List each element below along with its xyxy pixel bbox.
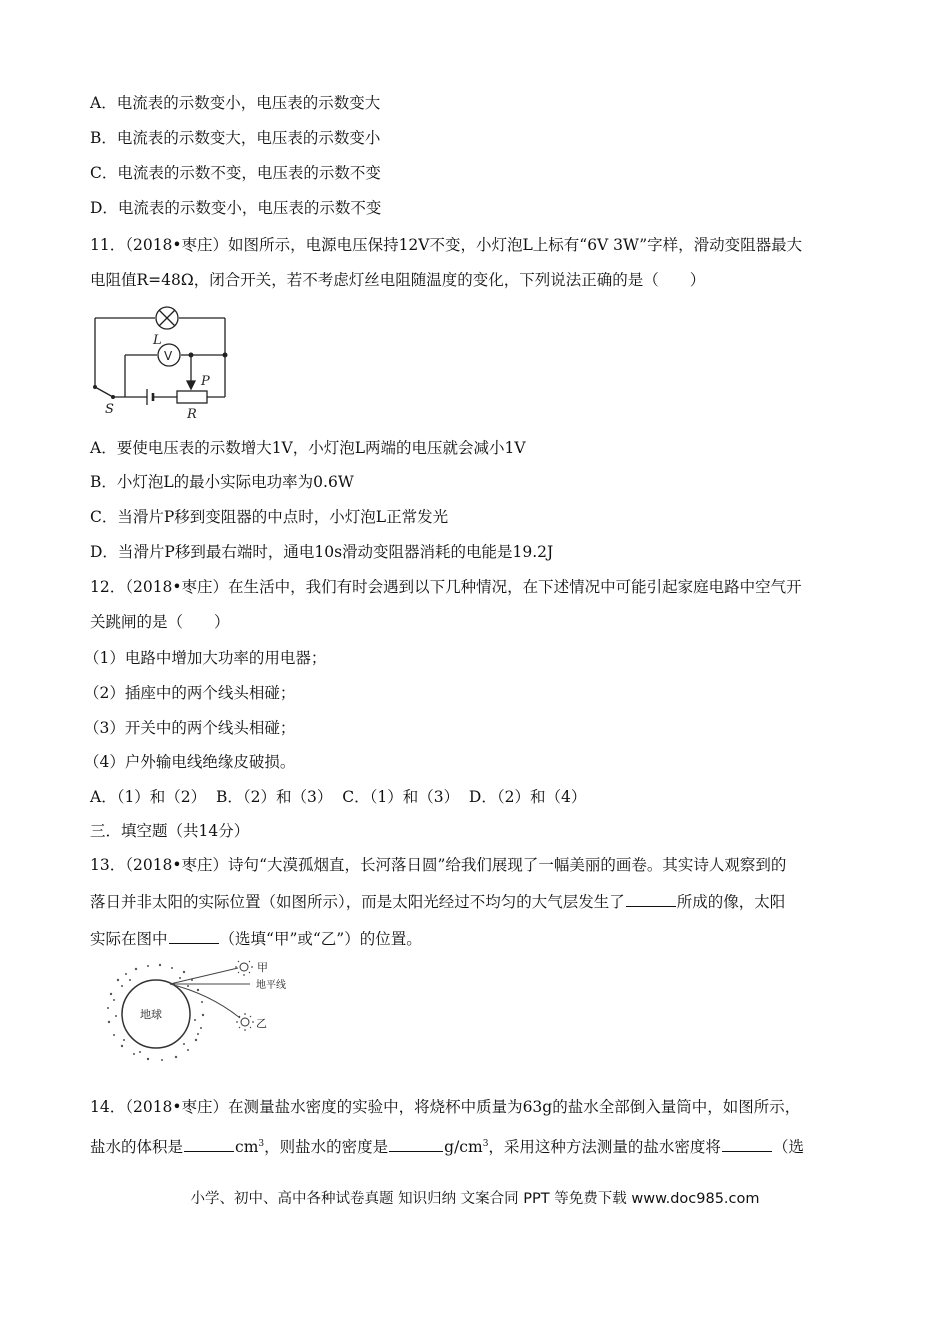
q13-blank-2[interactable]: [169, 929, 219, 944]
horizon-label: 地平线: [256, 980, 286, 991]
q13-stem-line2: [90, 892, 785, 912]
q13-stem-line3: [90, 929, 422, 949]
q12-item-2: （2）插座中的两个线头相碰；: [84, 684, 296, 702]
slider-label: P: [201, 374, 210, 389]
lamp-label: L: [153, 333, 162, 348]
q14-blank-1[interactable]: [184, 1137, 234, 1152]
page-footer: 小学、初中、高中各种试卷真题 知识归纳 文案合同 PPT 等免费下载 www.doc985.com: [190, 1191, 760, 1207]
q13-refraction-diagram: [100, 960, 330, 1070]
q12-stem-line1: 12．（2018•枣庄）在生活中，我们有时会遇到以下几种情况，在下述情况中可能引起家庭电路中空气开: [90, 578, 802, 596]
jia-label: 甲: [257, 961, 268, 974]
section-3-heading: 三．填空题（共14分）: [90, 822, 250, 840]
q13-line3-text-b: （选填“甲”或“乙”）的位置。: [219, 930, 422, 948]
q14-text-f: （选: [772, 1138, 804, 1157]
voltmeter-label: V: [164, 349, 173, 363]
switch-label: S: [105, 402, 114, 417]
q14-text-d: g/cm: [444, 1138, 483, 1157]
q14-text-b: cm: [235, 1138, 259, 1157]
q10-option-c: C．电流表的示数不变，电压表的示数不变: [90, 164, 381, 182]
q14-text-c: ，则盐水的密度是: [264, 1138, 389, 1157]
q11-option-b: B．小灯泡L的最小实际电功率为0.6W: [90, 473, 354, 491]
q10-option-a: A．电流表的示数变小，电压表的示数变大: [90, 94, 381, 112]
q13-blank-1[interactable]: [626, 892, 676, 907]
q11-option-c: C．当滑片P移到变阻器的中点时，小灯泡L正常发光: [90, 508, 449, 526]
q11-option-d: D．当滑片P移到最右端时，通电10s滑动变阻器消耗的电能是19.2J: [90, 543, 554, 561]
earth-label: 地球: [140, 1008, 162, 1021]
q13-line3-text-a: 实际在图中: [90, 930, 168, 948]
q12-item-3: （3）开关中的两个线头相碰；: [84, 719, 296, 737]
q13-stem-line1: 13．（2018•枣庄）诗句“大漠孤烟直，长河落日圆”给我们展现了一幅美丽的画卷。其实诗人观察到的: [90, 856, 787, 874]
q12-item-4: （4）户外输电线绝缘皮破损。: [84, 753, 296, 771]
q12-options: A．（1）和（2） B．（2）和（3） C．（1）和（3） D．（2）和（4）: [90, 788, 587, 806]
q14-blank-2[interactable]: [389, 1137, 443, 1152]
q14-text-a: 盐水的体积是: [90, 1138, 184, 1157]
q14-stem-line2: [90, 1134, 804, 1157]
q11-circuit-diagram: [85, 305, 245, 425]
q14-text-e: ，采用这种方法测量的盐水密度将: [488, 1138, 721, 1157]
q10-option-d: D．电流表的示数变小，电压表的示数不变: [90, 199, 382, 217]
rheostat-label: R: [187, 407, 197, 422]
q11-stem-line2: 电阻值R=48Ω，闭合开关，若不考虑灯丝电阻随温度的变化，下列说法正确的是（ ）: [90, 271, 706, 289]
q12-stem-line2: 关跳闸的是（ ）: [90, 613, 230, 631]
q14-blank-3[interactable]: [722, 1137, 772, 1152]
q10-option-b: B．电流表的示数变大，电压表的示数变小: [90, 129, 381, 147]
q13-line2-text-b: 所成的像，太阳: [676, 893, 786, 911]
q14-sup-2: 3: [482, 1139, 489, 1149]
q11-option-a: A．要使电压表的示数增大1V，小灯泡L两端的电压就会减小1V: [90, 439, 526, 457]
q11-stem-line1: 11．（2018•枣庄）如图所示，电源电压保持12V不变，小灯泡L上标有“6V 3W”字样，滑动变阻器最大: [90, 236, 803, 254]
q14-sup-1: 3: [258, 1139, 265, 1149]
yi-label: 乙: [256, 1017, 267, 1030]
q12-item-1: （1）电路中增加大功率的用电器；: [84, 649, 327, 667]
q13-line2-text-a: 落日并非太阳的实际位置（如图所示），而是太阳光经过不均匀的大气层发生了: [90, 893, 625, 911]
q14-stem-line1: 14．（2018•枣庄）在测量盐水密度的实验中，将烧杯中质量为63g的盐水全部倒入量筒中，如图所示，: [90, 1098, 801, 1116]
